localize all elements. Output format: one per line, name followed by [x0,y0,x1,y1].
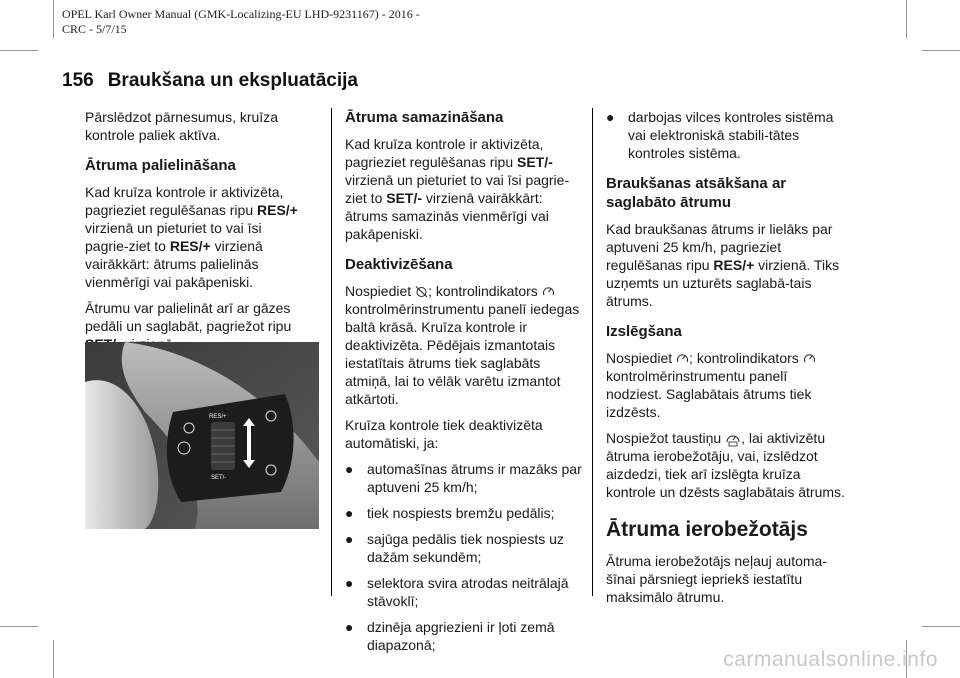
steering-wheel-illustration [85,342,319,529]
crop-mark [0,50,38,51]
bullet-mark: ● [345,461,354,477]
column-2 [345,108,585,662]
list-item: ● tiek nospiests bremžu pedālis; [345,505,555,521]
page-number: 156 [62,70,94,91]
bullet-mark: ● [345,575,354,591]
bullet-mark: ● [345,531,354,547]
crop-mark [0,626,38,627]
list-item: ● darbojas vilces kontroles sistēma vai elektroniskā stabili-tātes kontroles sistēma. [606,109,834,161]
speed-limiter-icon [725,431,741,447]
paragraph: Nospiediet ; kontrolindikators kontrolmērinstrumentu panelī iedegas baltā krāsā. Kruīza kontrole ir deaktivizēta. Pēdējais izmantotais iestatītais ātrums tiek saglabāts atmiņā, lai to vēlāk varētu izmantot atkārtoti. [345,283,580,407]
paragraph: Kad braukšanas ātrums ir lielāks par aptuveni 25 km/h, pagrieziet regulēšanas ripu RES/+ virzienā. Tiks uzņemts un uzturēts saglabā-tais ātrums. [606,221,840,309]
list-item: ● sajūga pedālis tiek nospiests uz dažām sekundēm; [345,531,564,565]
list-item: ● dzinēja apgriezieni ir ļoti zemā diapazonā; [345,619,555,653]
list-item: ● automašīnas ātrums ir mazāks par aptuveni 25 km/h; [345,461,582,495]
heading-speed-decrease: Ātruma samazināšana [345,109,504,126]
cruise-cancel-icon [415,285,428,298]
paragraph: Kad kruīza kontrole ir aktivizēta, pagrieziet regulēšanas ripu RES/+ virzienā un pieturiet to vai īsi pagrie-ziet to RES/+ virzienā vairākkārt: ātrums palielinās vienmērīgi vai pakāpeniski. [85,184,298,290]
set-label: SET/- [211,475,227,481]
heading-speed-increase: Ātruma palielināšana [85,157,236,174]
header-line: OPEL Karl Owner Manual (GMK-Localizing-EU LHD-9231167) - 2016 - [62,7,420,21]
paragraph: Kad kruīza kontrole ir aktivizēta, pagrieziet regulēšanas ripu SET/- virzienā un pieturiet to vai īsi pagrie-ziet to SET/- virzienā vairākkārt: ātrums samazinās vienmērīgi vai pakāpeniski. [345,136,570,242]
document-header [62,7,420,37]
bullet-mark: ● [345,619,354,635]
page-title [62,70,358,92]
list-item: ● selektora svira atrodas neitrālajā stāvoklī; [345,575,569,609]
crop-mark [906,0,907,38]
header-line: CRC - 5/7/15 [62,22,127,36]
heading-speed-limiter: Ātruma ierobežotājs [606,518,808,541]
column-3 [606,108,846,614]
paragraph: Pārslēdzot pārnesumus, kruīza kontrole paliek aktīva. [85,109,278,143]
cruise-indicator-icon [803,352,816,365]
cruise-indicator-icon [542,285,555,298]
column-divider [331,108,332,596]
cruise-indicator-icon [676,352,689,365]
bullet-mark: ● [606,109,615,125]
paragraph: Nospiežot taustiņu , lai aktivizētu ātruma ierobežotāju, vai, izslēdzot aizdedzi, tiek arī izslēgta kruīza kontrole un dzēsts saglabātais ātrums. [606,430,845,500]
paragraph: Ātrumu var palielināt arī ar gāzes pedāli un saglabāt, pagriežot ripu [85,300,292,334]
column-divider [592,108,593,596]
heading-switch-off: Izslēgšana [606,323,682,340]
crop-mark [922,50,960,51]
bullet-mark: ● [345,505,354,521]
heading-deactivation: Deaktivizēšana [345,256,453,273]
res-label: RES/+ [209,414,227,420]
column-1 [85,108,307,361]
crop-mark [53,640,54,678]
steering-wheel-image [85,342,319,529]
paragraph: Nospiediet ; kontrolindikators kontrolmērinstrumentu panelī nodziest. Saglabātais ātrums tiek izdzēsts. [606,349,846,421]
paragraph: Ātruma ierobežotājs neļauj automa-šīnai pārsniegt iepriekš iestatītu maksimālo ātrumu. [606,553,828,605]
crop-mark [922,626,960,627]
section-title: Braukšana un ekspluatācija [107,70,358,91]
crop-mark [53,0,54,38]
watermark-logo: carmanualsonline.info [723,648,938,671]
paragraph: Kruīza kontrole tiek deaktivizēta automātiski, ja: [345,417,543,451]
heading-resume-speed: Braukšanas atsākšana ar saglabāto ātrumu [606,175,787,211]
